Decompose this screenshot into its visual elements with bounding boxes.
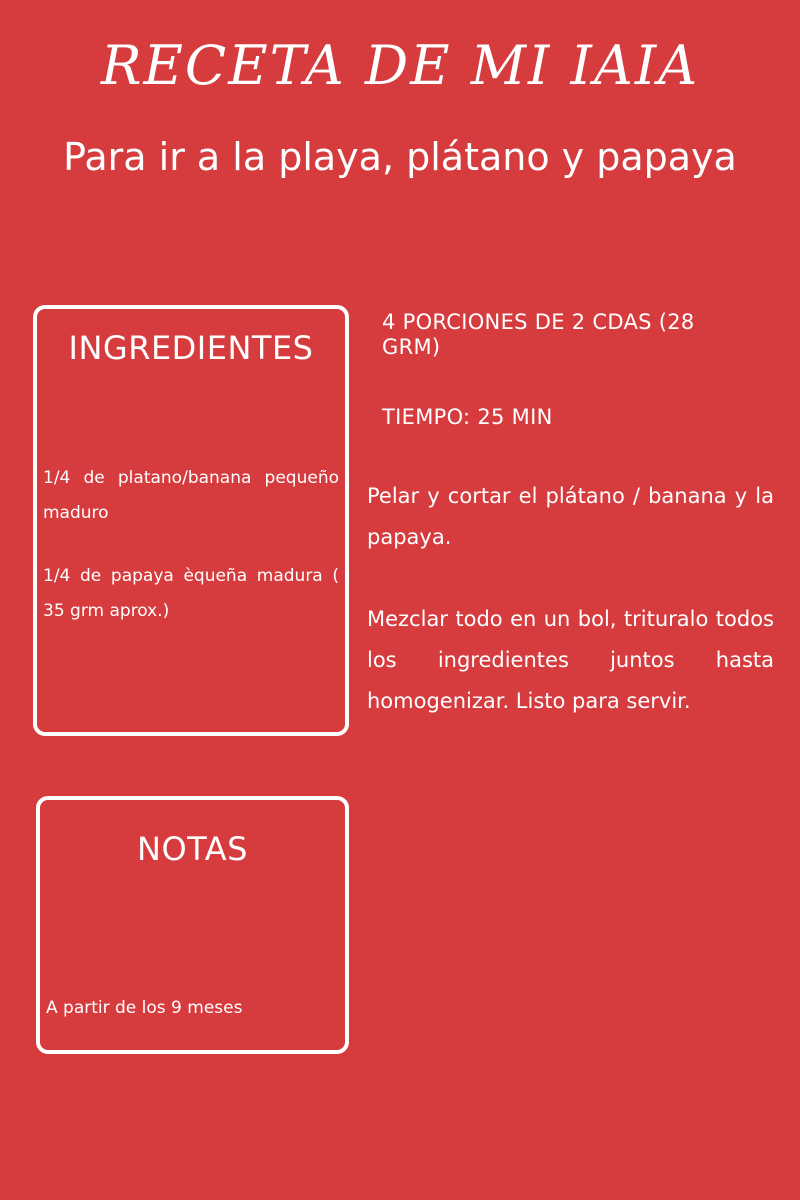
time-text: TIEMPO: 25 MIN: [382, 405, 553, 429]
notes-heading: NOTAS: [137, 830, 248, 868]
portions-text: 4 PORCIONES DE 2 CDAS (28 GRM): [382, 310, 695, 360]
ingredients-heading: INGREDIENTES: [68, 329, 314, 367]
recipe-title: RECETA DE MI IAIA: [100, 34, 700, 97]
ingredients-box: [33, 305, 349, 736]
note-text: A partir de los 9 meses: [46, 998, 243, 1018]
step-paragraph: Mezclar todo en un bol, trituralo todos los ingredientes juntos hasta homogenizar. Listo para servir.: [367, 607, 774, 713]
ingredient-item: 1/4 de platano/banana pequeño maduro: [43, 468, 339, 523]
recipe-subtitle: Para ir a la playa, plátano y papaya: [63, 135, 737, 179]
step-paragraph: Pelar y cortar el plátano / banana y la papaya.: [367, 484, 774, 549]
ingredient-item: 1/4 de papaya èqueña madura ( 35 grm aprox.): [43, 566, 339, 621]
ingredients-list: [43, 461, 339, 657]
preparation-steps: [367, 476, 774, 763]
notes-box: [36, 796, 349, 1054]
